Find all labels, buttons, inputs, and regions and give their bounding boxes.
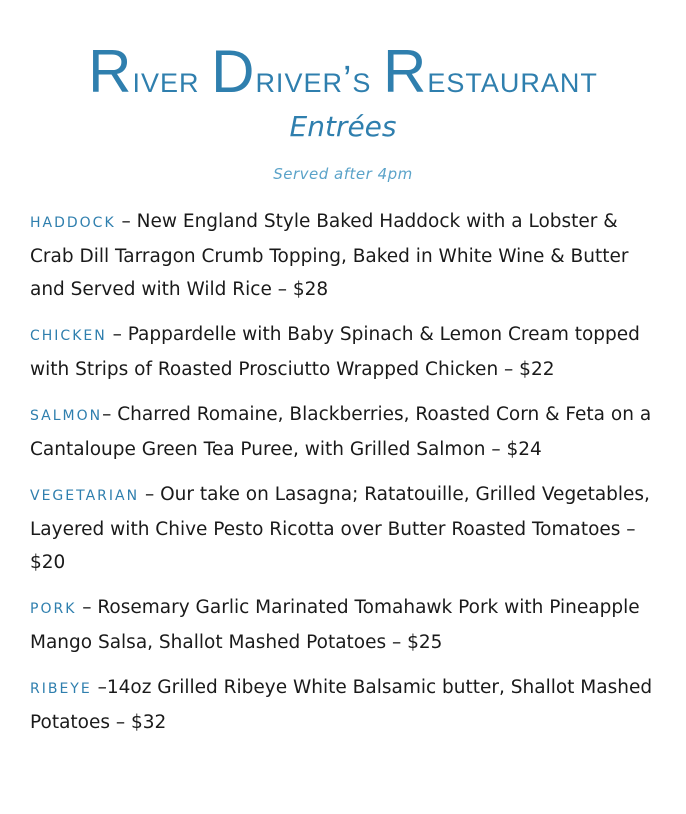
menu-list	[30, 205, 660, 751]
item-description: Charred Romaine, Blackberries, Roasted Corn & Feta on a Cantaloupe Green Tea Puree, with Grilled Salmon – $24	[30, 404, 652, 460]
item-separator: –	[115, 211, 137, 232]
item-separator: –	[76, 597, 98, 618]
item-name: SALMON	[30, 408, 103, 424]
restaurant-title	[0, 38, 686, 105]
item-separator: –	[139, 484, 161, 505]
menu-item-ribeye	[30, 671, 660, 739]
served-note: Served after 4pm	[273, 165, 413, 183]
menu-item-pork	[30, 591, 660, 659]
item-description: 14oz Grilled Ribeye White Balsamic butter, Shallot Mashed Potatoes – $32	[30, 677, 653, 733]
title-word-2: Driver’s	[211, 38, 372, 105]
item-separator: –	[102, 404, 118, 425]
item-name: PORK	[30, 601, 77, 617]
item-separator: –	[91, 677, 107, 698]
title-word-1: River	[88, 38, 200, 105]
item-description: New England Style Baked Haddock with a Lobster & Crab Dill Tarragon Crumb Topping, Baked in White Wine & Butter and Served with Wild Rice – $28	[30, 211, 629, 300]
item-separator: –	[106, 324, 128, 345]
menu-item-vegetarian	[30, 478, 660, 579]
menu-item-chicken	[30, 318, 660, 386]
item-name: CHICKEN	[30, 328, 107, 344]
item-description: Rosemary Garlic Marinated Tomahawk Pork with Pineapple Mango Salsa, Shallot Mashed Potatoes – $25	[30, 597, 640, 653]
item-name: RIBEYE	[30, 681, 92, 697]
item-name: HADDOCK	[30, 215, 116, 231]
menu-item-haddock	[30, 205, 660, 306]
item-description: Pappardelle with Baby Spinach & Lemon Cream topped with Strips of Roasted Prosciutto Wrapped Chicken – $22	[30, 324, 640, 380]
item-description: Our take on Lasagna; Ratatouille, Grilled Vegetables, Layered with Chive Pesto Ricotta over Butter Roasted Tomatoes – $20	[30, 484, 650, 573]
title-word-3: Restaurant	[382, 38, 598, 105]
menu-item-salmon	[30, 398, 660, 466]
section-title: Entrées	[289, 110, 397, 143]
item-name: VEGETARIAN	[30, 488, 140, 504]
